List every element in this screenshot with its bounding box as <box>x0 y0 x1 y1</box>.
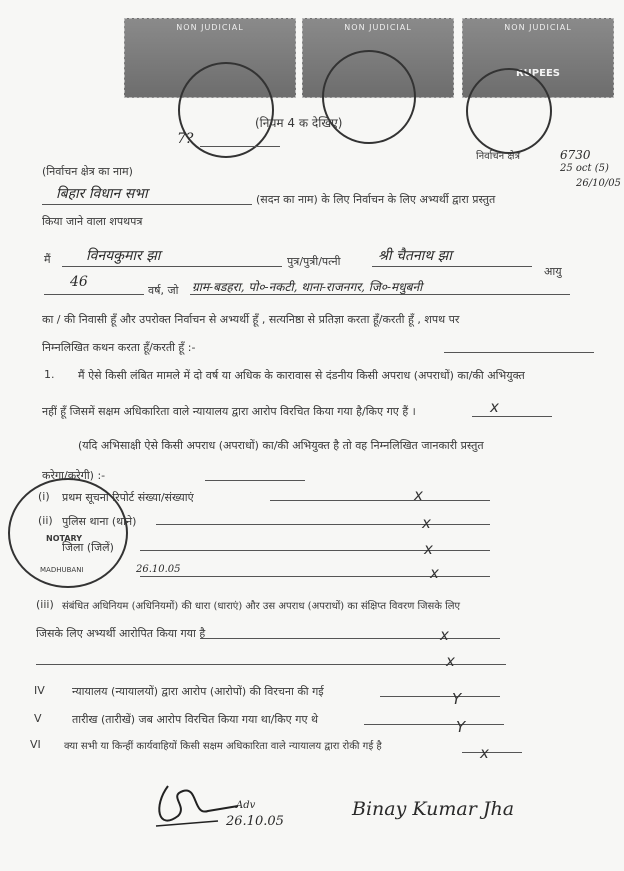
item-iv-label: IV <box>34 684 45 697</box>
stamp-value: RUPEES <box>515 68 560 79</box>
side-note-2: 25 oct (5) <box>560 163 609 174</box>
age-label: आयु <box>544 265 562 278</box>
item-v-line <box>364 724 504 725</box>
father-line <box>372 266 532 267</box>
notary-place: MADHUBANI <box>40 566 84 574</box>
item-vi-text: क्या सभी या किन्हीं कार्यवाहियों किसी सक्षम अधिकारिता वाले न्यायालय द्वारा रोकी गई है <box>64 741 382 752</box>
constituency-label-right: निर्वाचन क्षेत्र <box>476 151 521 162</box>
relation-text: पुत्र/पुत्री/पत्नी <box>287 255 341 268</box>
resident-text: का / की निवासी हूँ और उपरोक्त निर्वाचन से अभ्यर्थी हूँ , सत्यनिष्ठा से प्रतिज्ञा करता हूँ/करती हूँ , शपथ पर <box>42 313 460 326</box>
address-line <box>190 294 570 295</box>
side-note-1: 6730 <box>560 148 591 162</box>
item1-line2: नहीं हूँ जिसमें सक्षम अधिकारिता वाले न्यायालय द्वारा आरोप विरचित किया गया है/किए गए हैं । <box>42 405 416 418</box>
item1-line1: मैं ऐसे किसी लंबित मामले में दो वर्ष या अधिक के कारावास से दंडनीय किसी अपराध (अपराधों) का/की अभियुक्त <box>78 369 525 382</box>
declare-line-right <box>444 352 594 353</box>
item-i-text: प्रथम सूचना रिपोर्ट संख्या/संख्याएं <box>62 491 194 504</box>
item-iii-line-b <box>36 664 506 665</box>
affidavit-line: किया जाने वाला शपथपत्र <box>42 215 143 228</box>
cond-line1: (यदि अभिसाक्षी ऐसे किसी अपराध (अपराधों) का/की अभियुक्त है तो वह निम्नलिखित जानकारी प्रस्तुत <box>78 439 484 452</box>
cond-line2: करेगा/करेगी) :- <box>42 469 106 482</box>
age-handwritten: 46 <box>70 274 88 290</box>
stamp-label: NON JUDICIAL <box>504 23 572 32</box>
candidate-name-handwritten: विनयकुमार झा <box>86 248 161 264</box>
house-line <box>42 204 252 205</box>
notary-initial: Adv <box>236 800 256 811</box>
name-line <box>62 266 282 267</box>
item1-mark: x <box>490 398 499 416</box>
item-ii3-mark: x <box>430 564 439 582</box>
item-iii-mark-b: x <box>446 652 455 670</box>
side-note-3: 26/10/05 <box>576 178 621 189</box>
house-text: (सदन का नाम) के लिए निर्वाचन के लिए अभ्यर्थी द्वारा प्रस्तुत <box>256 193 496 206</box>
item-ii-line2 <box>140 550 490 551</box>
age-line <box>44 294 144 295</box>
address-handwritten: ग्राम-बडहरा, पो०-नकटी, थाना-राजनगर, जि०-मधुबनी <box>192 280 423 294</box>
declare-text: निम्नलिखित कथन करता हूँ/करती हूँ :- <box>42 341 196 354</box>
item1-number: 1. <box>44 368 55 381</box>
constituency-line: (निर्वाचन क्षेत्र का नाम) <box>42 165 133 178</box>
item-iii-line1: संबंधित अधिनियम (अधिनियमों) की धारा (धाराएं) और उस अपराध (अपराधों) का संक्षिप्त विवरण जिसके लिए <box>62 601 461 612</box>
item-iii-mark: x <box>440 626 449 644</box>
item-ii-text: पुलिस थाना (थाने) <box>62 515 137 528</box>
years-text: वर्ष, जो <box>148 284 179 297</box>
ref-line <box>200 146 280 147</box>
candidate-signature: Binay Kumar Jha <box>352 798 515 820</box>
item-iv-line <box>380 696 500 697</box>
handwritten-ref: 7? <box>177 131 194 147</box>
item-v-text: तारीख (तारीखें) जब आरोप विरचित किया गया था/किए गए थे <box>72 713 319 726</box>
item-v-label: V <box>34 712 42 725</box>
notary-label: NOTARY <box>46 534 83 543</box>
item-iii-label: (iii) <box>36 598 54 611</box>
cond-line <box>205 480 305 481</box>
item-ii2-mark: x <box>424 540 433 558</box>
item1-line <box>472 416 552 417</box>
item-ii-text2: जिला (जिलें) <box>62 541 114 554</box>
house-name-handwritten: बिहार विधान सभा <box>56 186 148 202</box>
item-v-mark: Y <box>456 718 466 736</box>
item-ii-label: (ii) <box>38 514 53 527</box>
item-ii-line <box>156 524 490 525</box>
item-iii-line2: जिसके लिए अभ्यर्थी आरोपित किया गया है <box>36 627 206 640</box>
item-vi-mark: x <box>480 744 489 762</box>
item-ii-mark: x <box>422 514 431 532</box>
item-iv-text: न्यायालय (न्यायालयों) द्वारा आरोप (आरोपों) की विरचना की गई <box>72 685 324 698</box>
stamp-label: NON JUDICIAL <box>344 23 412 32</box>
rule-title: (नियम 4 क देखिए) <box>255 116 343 130</box>
item-vi-label: VI <box>30 738 41 751</box>
item-i-label: (i) <box>38 490 50 503</box>
item-i-mark: x <box>414 486 423 504</box>
main-prefix: मैं <box>44 253 51 266</box>
notary-seal-date: 26.10.05 <box>136 564 181 575</box>
stamp-label: NON JUDICIAL <box>176 23 244 32</box>
item-iv-mark: Y <box>452 690 462 708</box>
item-vi-line <box>462 752 522 753</box>
notary-sign-date: 26.10.05 <box>226 814 284 829</box>
item-i-line <box>270 500 490 501</box>
item-iii-line <box>200 638 500 639</box>
seal-circle-3 <box>466 68 552 154</box>
father-name-handwritten: श्री चैतनाथ झा <box>378 248 452 264</box>
